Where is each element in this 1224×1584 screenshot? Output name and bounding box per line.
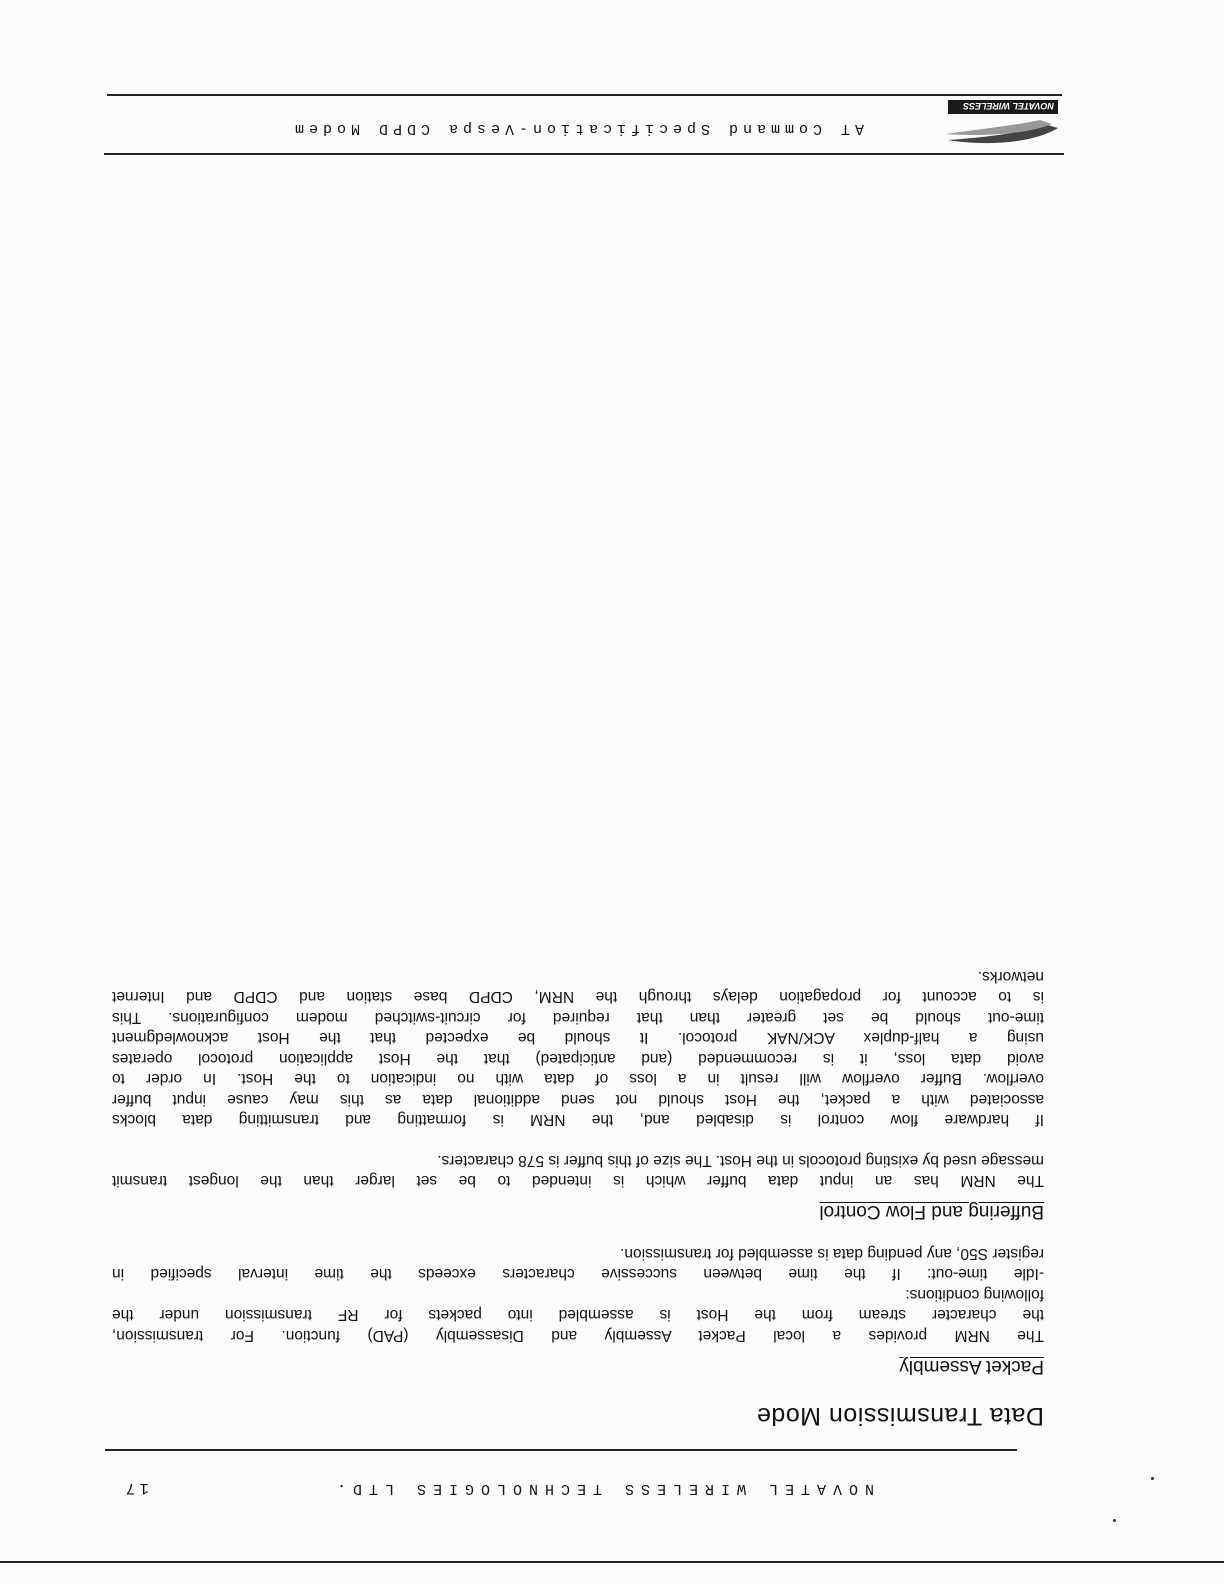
text-line: -Idle time-out: If the time between successive characters exceeds the time interval specified in <box>112 1265 1044 1283</box>
text-line: is to account for propagation delays through the NRM, CDPD base station and CDPD and Internet <box>112 988 1044 1006</box>
page-number: 17 <box>121 1479 149 1497</box>
text-line: time-out should be set greater than that required for circuit-switched modem configurations. This <box>112 1009 1044 1026</box>
scan-speck <box>1113 1519 1116 1522</box>
header-title: AT Command Specification-Vespa CDPD Modem <box>289 120 864 137</box>
header-rule-top <box>104 153 1064 155</box>
footer-company-name: NOVATEL WIRELESS TECHNOLOGIES LTD. <box>329 1480 874 1497</box>
text-line: associated with a packet, the Host should not send additional data as this may cause input buffer <box>112 1091 1044 1108</box>
page-title: Data Transmission Mode <box>756 1402 1044 1430</box>
text-line: using a half-duplex ACK/NAK protocol. It should be expected that the Host acknowledgment <box>112 1029 1044 1047</box>
section-heading-buffering: Buffering and Flow Control <box>819 1201 1044 1223</box>
scan-speck <box>1151 1477 1154 1480</box>
page-edge-line <box>0 1561 1224 1563</box>
logo-text: NOVATEL WIRELESS <box>962 101 1054 111</box>
text-line: avoid data loss, it is recommended (and anticipated) that the Host application protocol operates <box>112 1050 1044 1067</box>
section-heading-packet-assembly: Packet Assembly <box>899 1356 1044 1377</box>
novatel-logo <box>944 98 1062 150</box>
header-rule-bottom <box>107 94 1062 96</box>
buffering-paragraph-2 <box>112 966 1044 1130</box>
text-line: If hardware flow control is disabled and, the NRM is formatting and transmitting data blocks <box>112 1111 1044 1129</box>
buffering-paragraph-1 <box>112 1150 1044 1191</box>
footer-rule <box>105 1449 1017 1451</box>
text-line: register S50, any pending data is assembled for transmission. <box>620 1245 1044 1262</box>
text-line: The NRM provides a local Packet Assembly and Disassembly (PAD) function. For transmission, <box>112 1327 1044 1344</box>
text-line: The NRM has an input data buffer which is intended to be set larger than the longest transmit <box>112 1172 1044 1190</box>
text-line: networks. <box>977 968 1044 985</box>
main-content <box>112 966 1044 1431</box>
text-line: message used by existing protocols in the Host. The size of this buffer is 578 characters. <box>437 1152 1044 1169</box>
text-line: overflow. Buffer overflow will result in a loss of data with no indication to the Host. In order to <box>112 1070 1044 1088</box>
text-line: the character stream from the Host is assembled into packets for RF transmission under the <box>112 1306 1044 1324</box>
packet-assembly-paragraph <box>112 1243 1044 1346</box>
text-line: following conditions: <box>905 1286 1044 1303</box>
